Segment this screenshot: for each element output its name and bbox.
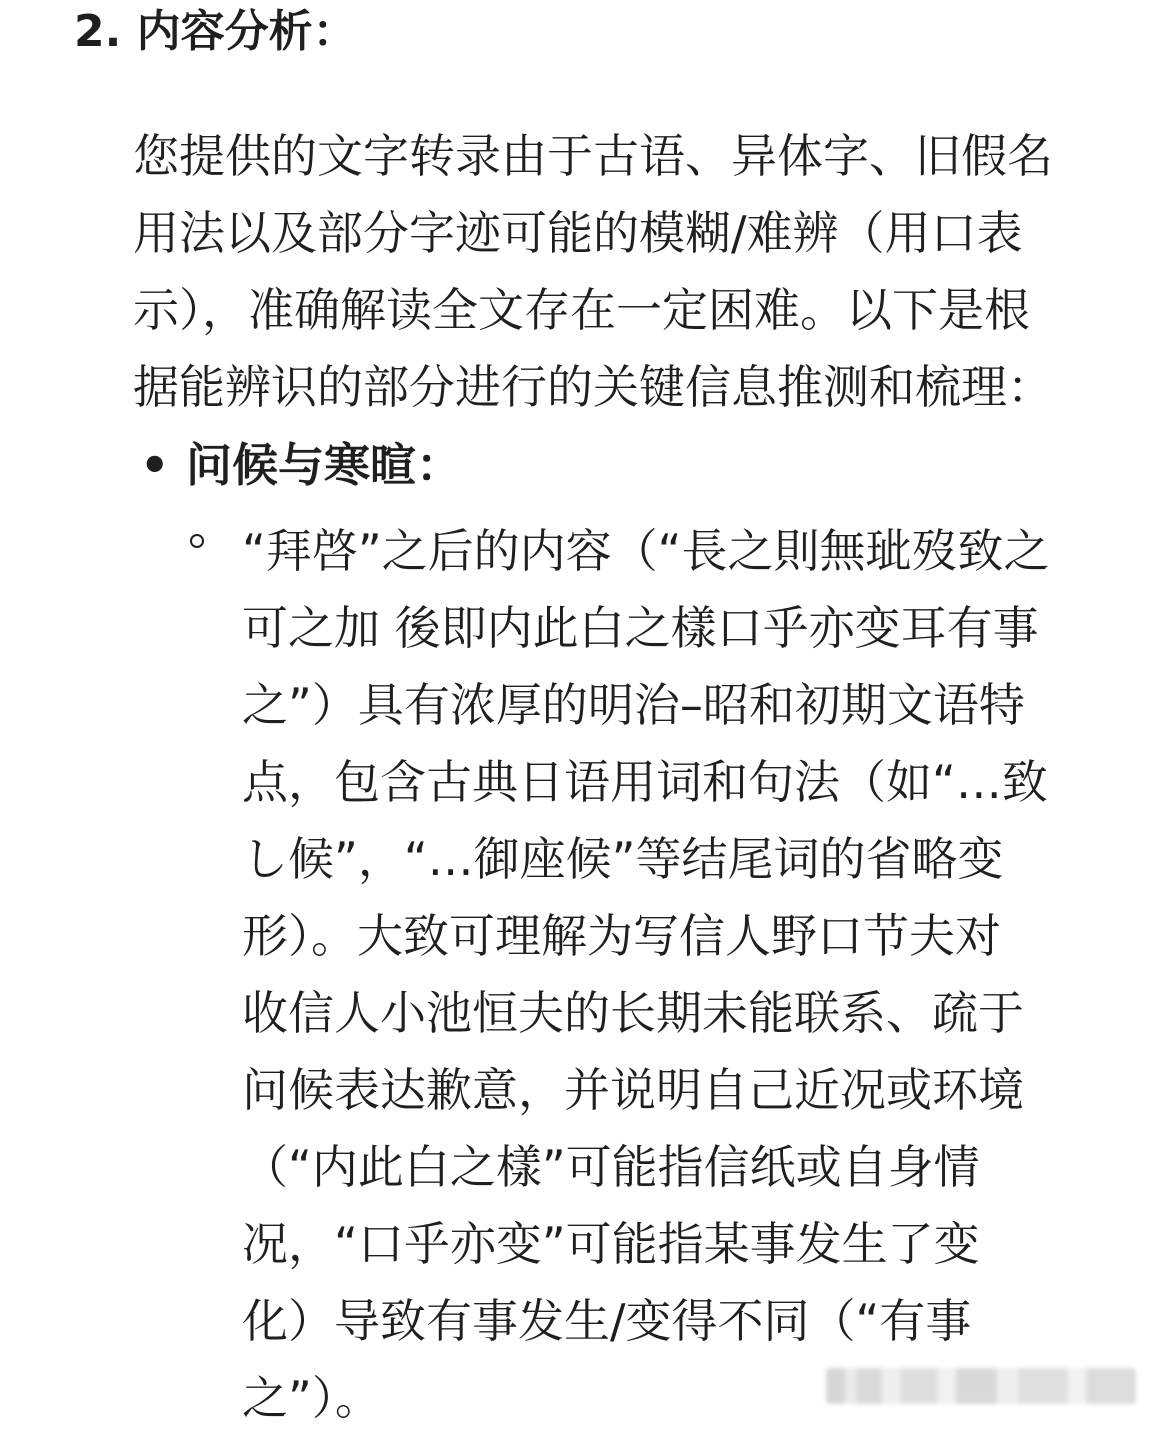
- bullet-marker: •: [140, 438, 170, 492]
- sub-bullet-line: 问候表达歉意，并说明自己近况或环境: [242, 1063, 1024, 1117]
- bullet-title: 问候与寒暄：: [186, 438, 462, 492]
- sub-bullet-line: 可之加 後即内此白之樣口乎亦变耳有事: [242, 601, 1039, 655]
- sub-bullet-line: 化）导致有事发生/变得不同（“有事: [242, 1294, 972, 1348]
- blurred-watermark: [826, 1368, 1136, 1404]
- intro-line: 示），准确解读全文存在一定困难。以下是根: [133, 283, 1030, 337]
- sub-bullet-line: （“内此白之樣”可能指信纸或自身情: [242, 1140, 980, 1194]
- sub-bullet-marker-icon: [190, 534, 204, 548]
- bullet-item: [140, 434, 462, 496]
- sub-bullet-line: 收信人小池恒夫的长期未能联系、疏于: [242, 986, 1024, 1040]
- sub-bullet-line: “拜啓”之后的内容（“長之則無玼歿致之: [242, 524, 1050, 578]
- sub-bullet-line: し候”，“…御座候”等结尾词的省略变: [242, 832, 1004, 886]
- sub-bullet-line: 点，包含古典日语用词和句法（如“…致: [242, 755, 1048, 809]
- section-heading: 2. 内容分析：: [74, 6, 357, 57]
- intro-line: 您提供的文字转录由于古语、异体字、旧假名: [133, 129, 1053, 183]
- intro-paragraph: [133, 118, 1053, 426]
- intro-line: 据能辨识的部分进行的关键信息推测和梳理：: [133, 360, 1053, 414]
- sub-bullet-line: 之”）。: [242, 1371, 381, 1425]
- sub-bullet-line: 况，“口乎亦变”可能指某事发生了变: [242, 1217, 980, 1271]
- intro-line: 用法以及部分字迹可能的模糊/难辨（用口表: [133, 206, 1023, 260]
- sub-bullet-line: 形）。大致可理解为写信人野口节夫对: [242, 909, 1001, 963]
- sub-bullet-paragraph: [242, 513, 1050, 1437]
- sub-bullet-line: 之”）具有浓厚的明治–昭和初期文语特: [242, 678, 1025, 732]
